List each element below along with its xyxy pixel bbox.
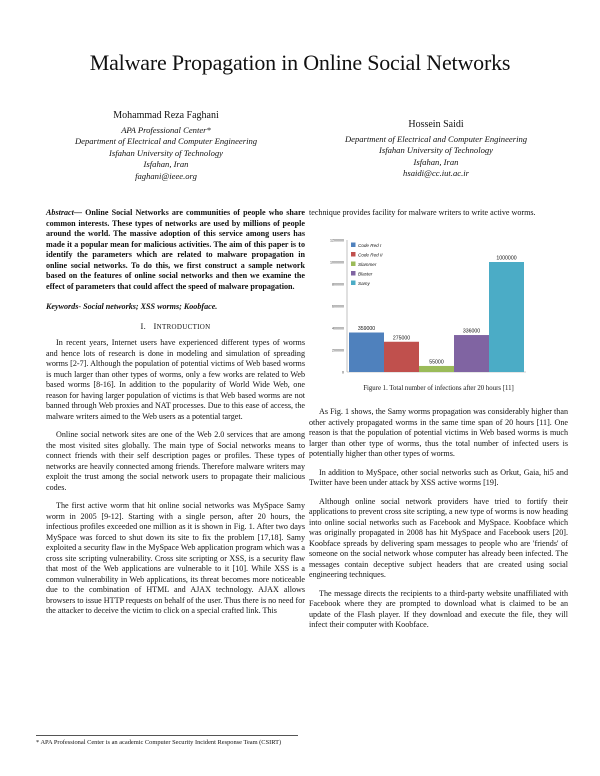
y-tick-label: 600000 xyxy=(332,304,344,309)
body-paragraph: Online social network sites are one of the Web 2.0 services that are among the most visited sites globally. The main type of Social networks means to connect friends with their self description pages or profiles. These types of networks are heavily connected among friends. Therefore malware writers may exploit the trust among the social network users to propagate their malicious codes. xyxy=(46,430,305,492)
keywords: Keywords- Social networks; XSS worms; Koobface. xyxy=(46,302,218,311)
footnote: * APA Professional Center is an academic Computer Security Incident Response Team (CSIRT) xyxy=(36,735,298,747)
legend-swatch xyxy=(351,262,356,267)
legend-swatch xyxy=(351,243,356,248)
author-affiliation-line: Isfahan University of Technology xyxy=(378,145,493,155)
y-tick-label: 200000 xyxy=(332,348,344,353)
section-heading xyxy=(46,321,305,333)
y-tick-label: 0 xyxy=(342,370,344,375)
figure-caption: Figure 1. Total number of infections after 20 hours [11] xyxy=(363,385,514,392)
y-tick-label: 800000 xyxy=(332,282,344,287)
author-name: Hossein Saidi xyxy=(408,119,464,130)
y-tick-label: 400000 xyxy=(332,326,344,331)
body-paragraph: In addition to MySpace, other social networks such as Orkut, Gaia, hi5 and Twitter have been under attack by XSS active worms [19]. xyxy=(309,467,568,487)
author-affiliation-line: Department of Electrical and Computer Engineering xyxy=(74,136,258,146)
bar-samy xyxy=(489,262,524,372)
body-paragraph: As Fig. 1 shows, the Samy worms propagation was considerably higher than other actively propagated worms in the same time span of 20 hours [11]. One reason is that the population of potential victims in Web based worms is much larger than other type of worms, thus the total number of infected users is potentially higher than other types of worms. xyxy=(309,407,568,458)
body-paragraph: technique provides facility for malware writers to write active worms. xyxy=(309,208,536,217)
bar-chart-svg xyxy=(321,234,533,382)
author-affiliation-line: Isfahan University of Technology xyxy=(108,147,223,158)
legend-entry: Code Red I xyxy=(358,242,382,248)
y-tick-label: 1200000 xyxy=(330,238,344,243)
author-name: Mohammad Reza Faghani xyxy=(113,110,219,121)
bar-blaster xyxy=(454,335,489,372)
author-block-2 xyxy=(306,119,566,180)
right-column xyxy=(309,407,568,639)
bar-data-label: 359000 xyxy=(357,326,376,333)
legend-entry: Samy xyxy=(358,280,370,286)
body-paragraph: Although online social network providers have tried to fortify their applications to prevent cross site scripting, a new type of worms is now heading into online social networks such as Facebook and MySpace. Koobface which was originally propagated in 2008 has hit MySpace and Facebook users [20]. Koobface spreads by delivering spam messages to people who are 'friends' of someone on the social network whose computer has already been infected. The messages contain deceptive subject headers that are created using social engineering techniques. xyxy=(309,496,568,579)
legend-swatch xyxy=(351,271,356,276)
author-block-1 xyxy=(36,110,296,182)
body-paragraph: In recent years, Internet users have experienced different types of worms and hence lots of research is done in modeling and simulation of spreading worms [2-7]. Although the population of potential victims of Web based worms is much larger than other types of worms, only a few works are related to Web based worms [8-16]. In addition to the popularity of World Wide Web, one reason for having larger population of victims is that Web based worms are not banned through Web proxies and NAT processes. Due to this ease of access, the malware writers aimed to the Web users as a potential target. xyxy=(46,338,305,421)
figure-1-chart xyxy=(321,234,533,382)
bar-data-label: 336000 xyxy=(462,328,481,335)
legend-swatch xyxy=(351,252,356,257)
section-number: I. xyxy=(140,320,147,331)
bar-code-red-i xyxy=(349,333,384,372)
paper-title: Malware Propagation in Online Social Networks xyxy=(89,50,511,75)
y-tick-label: 1000000 xyxy=(330,260,344,265)
author-affiliation-line: Department of Electrical and Computer Engineering xyxy=(344,133,528,144)
abstract xyxy=(46,208,305,292)
bar-slammer xyxy=(419,366,454,372)
right-column-top xyxy=(309,208,568,227)
bar-data-label: 1000000 xyxy=(496,255,517,262)
author-affiliation-line: APA Professional Center* xyxy=(121,124,211,135)
left-column xyxy=(46,208,305,625)
legend-swatch xyxy=(351,281,356,286)
author-email: hsaidi@cc.iut.ac.ir xyxy=(403,168,469,178)
author-affiliation-line: Isfahan, Iran xyxy=(413,156,459,167)
section-title-initial: I xyxy=(153,320,157,331)
abstract-lead: Abstract xyxy=(46,208,74,217)
body-paragraph: The message directs the recipients to a third-party website unaffiliated with Facebook where they are prompted to download what is claimed to be an update of the Flash player. If they download and execute the file, they will infect their computer with Koobface. xyxy=(309,588,568,629)
abstract-text: — Online Social Networks are communities of people who share common interests. These types of networks are used by millions of people around the world. The massive adoption of this service among users has made it a popular mean for malicious activities. The aim of this paper is to identify the parameters which are related to malware propagation in online social networks. To do this, we first construct a sample network based on the features of online social networks and then we examine the effect of parameters that could affect the speed of malware propagation. xyxy=(46,208,305,291)
author-email: faghani@ieee.org xyxy=(135,170,197,181)
author-affiliation-line: Isfahan, Iran xyxy=(143,159,189,169)
bar-data-label: 275000 xyxy=(392,335,411,342)
body-paragraph: The first active worm that hit online social networks was MySpace Samy worm in 2005 [9-12]. Starting with a single person, after 20 hours, the infectious profiles exceeded one million as it is shown in Fig. 1. After two days MySpace was forced to shut down its site to fix the problem [17,18]. Samy exploited a security flaw in the MySpace Web application program which was a cross site scripting vulnerability. Cross site scripting or XSS, is a security flaw that most of the Web applications are vulnerable to it [10]. While XSS is a common vulnerability in Web applications, its threat becomes more noticeable due to the combination of HTML and AJAX technology. AJAX allows browsers to issue HTTP requests on behalf of the user. Thus there is no need for the attacker to deceive the victim to click on a special crafted link. This xyxy=(46,501,305,615)
section-title-rest: NTRODUCTION xyxy=(156,322,211,331)
bar-data-label: 55000 xyxy=(429,359,444,366)
legend-entry: Slammer xyxy=(358,261,377,267)
bar-code-red-ii xyxy=(384,342,419,372)
legend-entry: Blaster xyxy=(358,271,373,277)
legend-entry: Code Red II xyxy=(358,252,383,258)
